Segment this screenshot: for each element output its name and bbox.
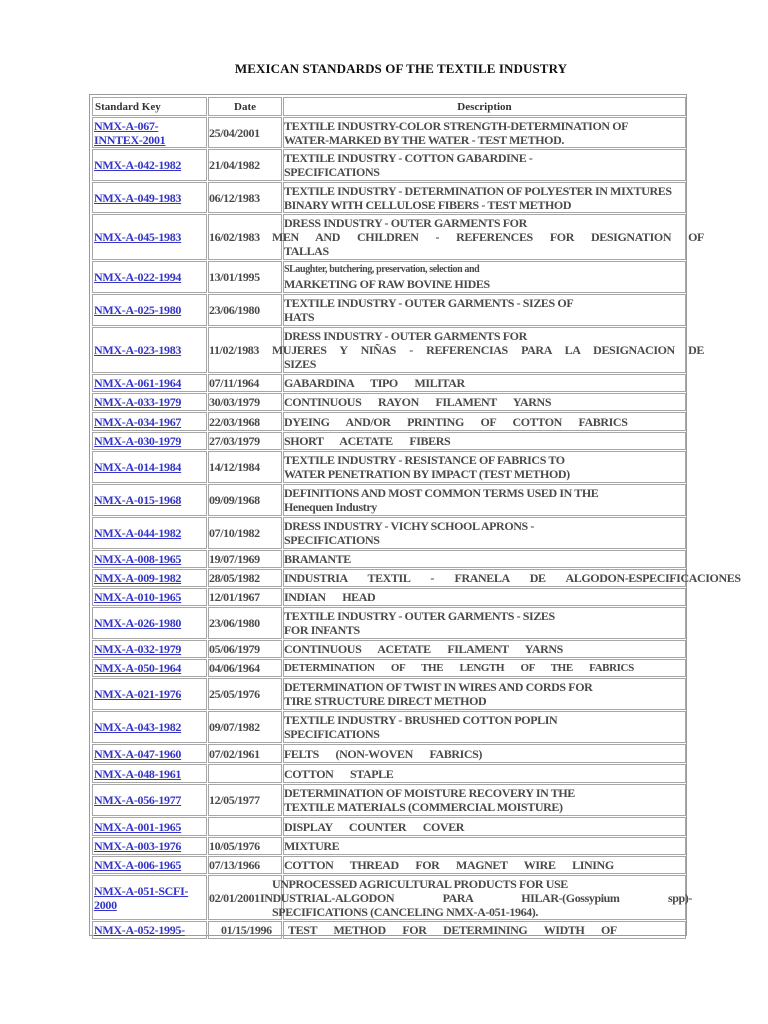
date-value: 02/01/2001	[209, 890, 260, 905]
date-value: 23/06/1980	[209, 303, 260, 317]
table-row	[90, 783, 688, 816]
description-cell	[283, 711, 686, 743]
date-cell	[208, 117, 282, 148]
date-cell	[208, 294, 282, 326]
date-cell	[208, 327, 282, 373]
description-cell	[283, 182, 686, 213]
description-cell	[283, 550, 686, 568]
standard-key-link[interactable]: NMX-A-001-1965	[94, 819, 182, 834]
standard-key-link[interactable]: NMX-A-048-1961	[94, 766, 182, 781]
date-value: 27/03/1979	[209, 434, 260, 448]
description-cell	[283, 149, 686, 181]
description-text	[284, 923, 685, 937]
date-value: 04/06/1964	[209, 661, 260, 675]
description-cell	[283, 569, 741, 587]
description-line: DRESS INDUSTRY - VICHY SCHOOL APRONS -	[284, 519, 534, 533]
description-line: HATS	[284, 310, 315, 324]
description-cell	[283, 588, 686, 606]
table-row	[90, 855, 688, 874]
description-text	[284, 858, 685, 872]
standard-key-cell	[92, 327, 207, 373]
standard-key-link[interactable]: NMX-A-032-1979	[94, 642, 182, 656]
table-row	[90, 568, 741, 587]
date-cell	[208, 374, 282, 392]
date-value: 07/11/1964	[209, 376, 260, 390]
table-row	[90, 874, 692, 920]
standard-key-link[interactable]: NMX-A-033-1979	[94, 395, 182, 409]
page-title: MEXICAN STANDARDS OF THE TEXTILE INDUSTRY	[234, 61, 568, 76]
standard-key-link[interactable]: NMX-A-015-1968	[94, 493, 182, 507]
description-text	[284, 786, 685, 814]
standard-key-link[interactable]: NMX-A-047-1960	[94, 746, 182, 761]
description-line: SLaughter, butchering, preservation, selection and	[284, 264, 480, 275]
description-line: FOR INFANTS	[284, 623, 360, 637]
date-cell	[208, 711, 282, 743]
standard-key-cell	[92, 214, 207, 260]
description-line: WATER-MARKED BY THE WATER - TEST METHOD.	[284, 132, 564, 147]
standard-key-cell	[92, 412, 207, 431]
table-row	[90, 639, 688, 658]
table-row	[90, 743, 688, 763]
date-cell	[208, 484, 282, 516]
description-text	[284, 609, 685, 637]
description-text	[284, 434, 685, 448]
date-value: 25/05/1976	[209, 687, 260, 701]
standard-key-link[interactable]: NMX-A-009-1982	[94, 571, 182, 585]
standard-key-cell	[92, 607, 207, 639]
standard-key-link[interactable]: NMX-A-050-1964	[94, 661, 182, 675]
table-row	[90, 116, 688, 148]
description-text	[284, 151, 685, 179]
standard-key-cell	[92, 261, 207, 293]
description-line: CONTINUOUS RAYON FILAMENT YARNS	[284, 395, 552, 409]
date-cell	[208, 678, 282, 710]
standard-key-link[interactable]: NMX-A-034-1967	[94, 414, 182, 429]
description-cell	[283, 451, 686, 483]
description-cell	[283, 837, 686, 855]
date-cell	[208, 607, 282, 639]
table-row	[90, 450, 688, 483]
description-line: INDUSTRIAL-ALGODON PARA HILAR-(Gossypium spp)-	[260, 890, 692, 905]
date-cell	[208, 451, 282, 483]
description-text	[272, 216, 704, 258]
date-cell	[208, 517, 282, 549]
description-text	[284, 263, 685, 291]
table-row	[90, 587, 688, 606]
standard-key-cell	[92, 921, 207, 939]
description-cell	[283, 856, 686, 874]
description-text	[284, 642, 685, 656]
date-cell	[208, 659, 282, 677]
table-row	[90, 710, 688, 743]
description-line: TEXTILE INDUSTRY - DETERMINATION OF POLYESTER IN MIXTURES	[284, 183, 672, 198]
header-date: Date	[208, 97, 282, 116]
description-line: INDUSTRIA TEXTIL - FRANELA DE ALGODON-ESPECIFICACIONES	[284, 571, 741, 585]
description-line: DYEING AND/OR PRINTING OF COTTON FABRICS	[284, 414, 628, 429]
description-cell	[283, 484, 686, 516]
standard-key-cell	[92, 817, 207, 836]
description-line: COTTON STAPLE	[284, 766, 394, 781]
description-cell	[283, 921, 686, 939]
date-value: 09/07/1982	[209, 720, 260, 734]
date-value: 12/01/1967	[209, 590, 260, 604]
date-cell	[208, 921, 282, 939]
standard-key-link[interactable]: NMX-A-003-1976	[94, 839, 182, 853]
table-header-row	[90, 96, 688, 116]
standard-key-cell	[92, 569, 207, 587]
standard-key-cell	[92, 550, 207, 568]
description-text	[284, 590, 685, 604]
description-line: SIZES	[284, 357, 317, 371]
standard-key-link[interactable]: NMX-A-006-1965	[94, 858, 182, 872]
date-cell	[208, 149, 282, 181]
standard-key-link[interactable]: NMX-A-044-1982	[94, 526, 182, 540]
date-value: 05/06/1979	[209, 642, 260, 656]
standard-key-cell	[92, 659, 207, 677]
table-row	[90, 920, 688, 939]
standard-key-link[interactable]: NMX-A-014-1984	[94, 460, 182, 474]
standard-key-link[interactable]: NMX-A-042-1982	[94, 158, 182, 172]
table-row	[90, 606, 688, 639]
standard-key-cell	[92, 149, 207, 181]
description-line: MEN AND CHILDREN - REFERENCES FOR DESIGNATION OF	[272, 230, 704, 244]
standard-key-link[interactable]: NMX-A-030-1979	[94, 434, 182, 448]
standard-key-link[interactable]: NMX-A-008-1965	[94, 552, 182, 566]
table-row	[90, 836, 688, 855]
date-cell	[208, 784, 282, 816]
description-cell	[260, 875, 692, 920]
description-text	[284, 661, 685, 675]
description-cell	[283, 393, 686, 411]
table-row	[90, 260, 688, 293]
description-line: COTTON THREAD FOR MAGNET WIRE LINING	[284, 858, 614, 872]
date-value: 30/03/1979	[209, 395, 260, 409]
standard-key-cell	[92, 711, 207, 743]
description-cell	[272, 214, 704, 260]
standard-key-link[interactable]: NMX-A-043-1982	[94, 720, 182, 734]
description-line: TEXTILE INDUSTRY - RESISTANCE OF FABRICS TO	[284, 453, 565, 467]
description-text	[284, 767, 685, 781]
description-line: SPECIFICATIONS	[284, 533, 380, 547]
description-line: DETERMINATION OF THE LENGTH OF THE FABRICS	[284, 662, 634, 674]
standard-key-cell	[92, 640, 207, 658]
date-cell	[208, 182, 282, 213]
date-cell	[208, 764, 282, 783]
description-cell	[283, 640, 686, 658]
standard-key-link[interactable]: NMX-A-025-1980	[94, 303, 182, 317]
date-cell	[208, 432, 282, 450]
date-value: 10/05/1976	[209, 839, 260, 853]
description-text	[284, 376, 685, 390]
date-value: 11/02/1983	[209, 343, 260, 357]
table-row	[90, 549, 688, 568]
standard-key-cell	[92, 484, 207, 516]
description-text	[284, 571, 741, 585]
description-text	[284, 519, 685, 547]
date-cell	[208, 214, 282, 260]
date-value: 16/02/1983	[209, 230, 260, 244]
description-line: GABARDINA TIPO MILITAR	[284, 376, 465, 390]
description-line: BRAMANTE	[284, 552, 351, 566]
standard-key-link[interactable]: NMX-A-023-1983	[94, 343, 182, 357]
description-line: TIRE STRUCTURE DIRECT METHOD	[284, 694, 487, 708]
standard-key-link[interactable]: NMX-A-067- INNTEX-2001	[94, 118, 166, 147]
date-cell	[208, 261, 282, 293]
date-cell	[208, 856, 282, 874]
description-text	[272, 329, 704, 371]
date-cell	[208, 817, 282, 836]
description-text	[284, 486, 685, 514]
standard-key-cell	[92, 374, 207, 392]
standard-key-link[interactable]: NMX-A-049-1983	[94, 190, 182, 205]
description-line: SPECIFICATIONS	[284, 165, 380, 179]
description-line: DRESS INDUSTRY - OUTER GARMENTS FOR	[284, 329, 527, 343]
standard-key-cell	[92, 764, 207, 783]
description-text	[284, 680, 685, 708]
date-cell	[208, 393, 282, 411]
standard-key-cell	[92, 837, 207, 855]
date-value: 28/05/1982	[209, 571, 260, 585]
table-row	[90, 181, 688, 213]
description-line: SHORT ACETATE FIBERS	[284, 434, 451, 448]
date-value: 19/07/1969	[209, 552, 260, 566]
description-text	[284, 839, 685, 853]
table-row	[90, 431, 688, 450]
date-value: 07/10/1982	[209, 526, 260, 540]
standard-key-link[interactable]: NMX-A-061-1964	[94, 376, 182, 390]
standard-key-cell	[92, 856, 207, 874]
description-line: TEXTILE INDUSTRY-COLOR STRENGTH-DETERMINATION OF	[284, 118, 629, 133]
description-line: DEFINITIONS AND MOST COMMON TERMS USED IN THE	[284, 486, 599, 500]
description-line: Henequen Industry	[284, 500, 377, 514]
table-row	[90, 763, 688, 783]
standard-key-link[interactable]: NMX-A-052-1995-	[94, 923, 185, 937]
standard-key-cell	[92, 117, 207, 148]
date-value: 01/15/1996	[221, 923, 272, 937]
date-value: 25/04/2001	[209, 125, 260, 140]
description-line: FELTS (NON-WOVEN FABRICS)	[284, 746, 483, 761]
standard-key-link[interactable]: NMX-A-022-1994	[94, 270, 182, 284]
description-text	[284, 820, 685, 834]
description-line: MARKETING OF RAW BOVINE HIDES	[284, 277, 490, 291]
description-text	[284, 713, 685, 741]
date-cell	[208, 412, 282, 431]
description-line: TEXTILE INDUSTRY - BRUSHED COTTON POPLIN	[284, 713, 558, 727]
description-line: DRESS INDUSTRY - OUTER GARMENTS FOR	[284, 216, 527, 230]
date-cell	[208, 588, 282, 606]
date-value: 07/13/1966	[209, 858, 260, 872]
description-text	[284, 747, 685, 761]
description-cell	[283, 117, 686, 148]
table-row	[90, 483, 688, 516]
standard-key-cell	[92, 182, 207, 213]
description-line: SPECIFICATIONS (CANCELING NMX-A-051-1964).	[272, 904, 538, 919]
standard-key-cell	[92, 294, 207, 326]
description-line: TEXTILE INDUSTRY - COTTON GABARDINE -	[284, 151, 533, 165]
description-cell	[283, 374, 686, 392]
date-cell	[208, 640, 282, 658]
description-line: TEST METHOD FOR DETERMINING WIDTH OF	[288, 923, 617, 937]
description-text	[284, 415, 685, 429]
standard-key-cell	[92, 393, 207, 411]
description-cell	[283, 607, 686, 639]
description-line: TALLAS	[284, 244, 329, 258]
standard-key-link[interactable]: NMX-A-026-1980	[94, 616, 182, 630]
date-value: 06/12/1983	[209, 190, 260, 205]
description-line: TEXTILE INDUSTRY - OUTER GARMENTS - SIZES	[284, 609, 555, 623]
description-cell	[283, 817, 686, 836]
description-line: INDIAN HEAD	[284, 590, 376, 604]
table-row	[90, 658, 688, 677]
description-line: DISPLAY COUNTER COVER	[284, 819, 465, 834]
standards-table	[89, 94, 741, 937]
description-cell	[283, 432, 686, 450]
table-row	[90, 392, 688, 411]
description-cell	[283, 261, 686, 293]
description-line: CONTINUOUS ACETATE FILAMENT YARNS	[284, 642, 563, 656]
description-text	[284, 119, 685, 147]
description-line: UNPROCESSED AGRICULTURAL PRODUCTS FOR USE	[272, 876, 568, 891]
description-cell	[283, 678, 686, 710]
standard-key-link[interactable]: NMX-A-045-1983	[94, 230, 182, 244]
table-row	[90, 213, 704, 260]
description-cell	[283, 412, 686, 431]
description-line: SPECIFICATIONS	[284, 727, 380, 741]
table-row	[90, 516, 688, 549]
standard-key-link[interactable]: NMX-A-010-1965	[94, 590, 182, 604]
standard-key-cell	[92, 875, 207, 920]
date-value: 12/05/1977	[209, 793, 260, 807]
description-cell	[283, 294, 686, 326]
date-value: 09/09/1968	[209, 493, 260, 507]
description-text	[284, 184, 685, 212]
description-line: MUJERES Y NIÑAS - REFERENCIAS PARA LA DESIGNACION DE	[272, 343, 704, 357]
standard-key-link[interactable]: NMX-A-056-1977	[94, 793, 182, 807]
standard-key-cell	[92, 432, 207, 450]
table-row	[90, 326, 704, 373]
standard-key-cell	[92, 784, 207, 816]
table-row	[90, 677, 688, 710]
header-standard-key: Standard Key	[92, 97, 207, 116]
date-value: 07/02/1961	[209, 746, 260, 761]
description-line: WATER PENETRATION BY IMPACT (TEST METHOD)	[284, 467, 570, 481]
standard-key-cell	[92, 517, 207, 549]
description-text	[284, 395, 685, 409]
description-text	[284, 296, 685, 324]
date-value: 21/04/1982	[209, 158, 260, 172]
description-line: MIXTURE	[284, 839, 340, 853]
description-cell	[283, 517, 686, 549]
date-value: 22/03/1968	[209, 414, 260, 429]
description-text	[260, 876, 692, 919]
date-cell	[208, 744, 282, 763]
table-row	[90, 148, 688, 181]
standard-key-link[interactable]: NMX-A-051-SCFI- 2000	[94, 883, 189, 912]
table-row	[90, 411, 688, 431]
standard-key-cell	[92, 588, 207, 606]
description-cell	[283, 659, 686, 677]
description-line: DETERMINATION OF TWIST IN WIRES AND CORDS FOR	[284, 680, 593, 694]
header-description: Description	[283, 97, 686, 116]
date-value: 23/06/1980	[209, 616, 260, 630]
standard-key-cell	[92, 451, 207, 483]
date-cell	[208, 550, 282, 568]
date-value: 14/12/1984	[209, 460, 260, 474]
description-line: TEXTILE MATERIALS (COMMERCIAL MOISTURE)	[284, 800, 563, 814]
table-row	[90, 373, 688, 392]
description-cell	[283, 784, 686, 816]
date-cell	[208, 569, 282, 587]
description-text	[284, 453, 685, 481]
description-cell	[283, 764, 686, 783]
description-cell	[283, 744, 686, 763]
date-value: 13/01/1995	[209, 270, 260, 284]
description-line: TEXTILE INDUSTRY - OUTER GARMENTS - SIZES OF	[284, 296, 574, 310]
description-line: BINARY WITH CELLULOSE FIBERS - TEST METHOD	[284, 197, 572, 212]
description-line: DETERMINATION OF MOISTURE RECOVERY IN THE	[284, 786, 575, 800]
description-cell	[272, 327, 704, 373]
table-row	[90, 293, 688, 326]
description-text	[284, 552, 685, 566]
table-row	[90, 816, 688, 836]
standard-key-link[interactable]: NMX-A-021-1976	[94, 687, 182, 701]
standard-key-cell	[92, 678, 207, 710]
standard-key-cell	[92, 744, 207, 763]
date-cell	[208, 837, 282, 855]
